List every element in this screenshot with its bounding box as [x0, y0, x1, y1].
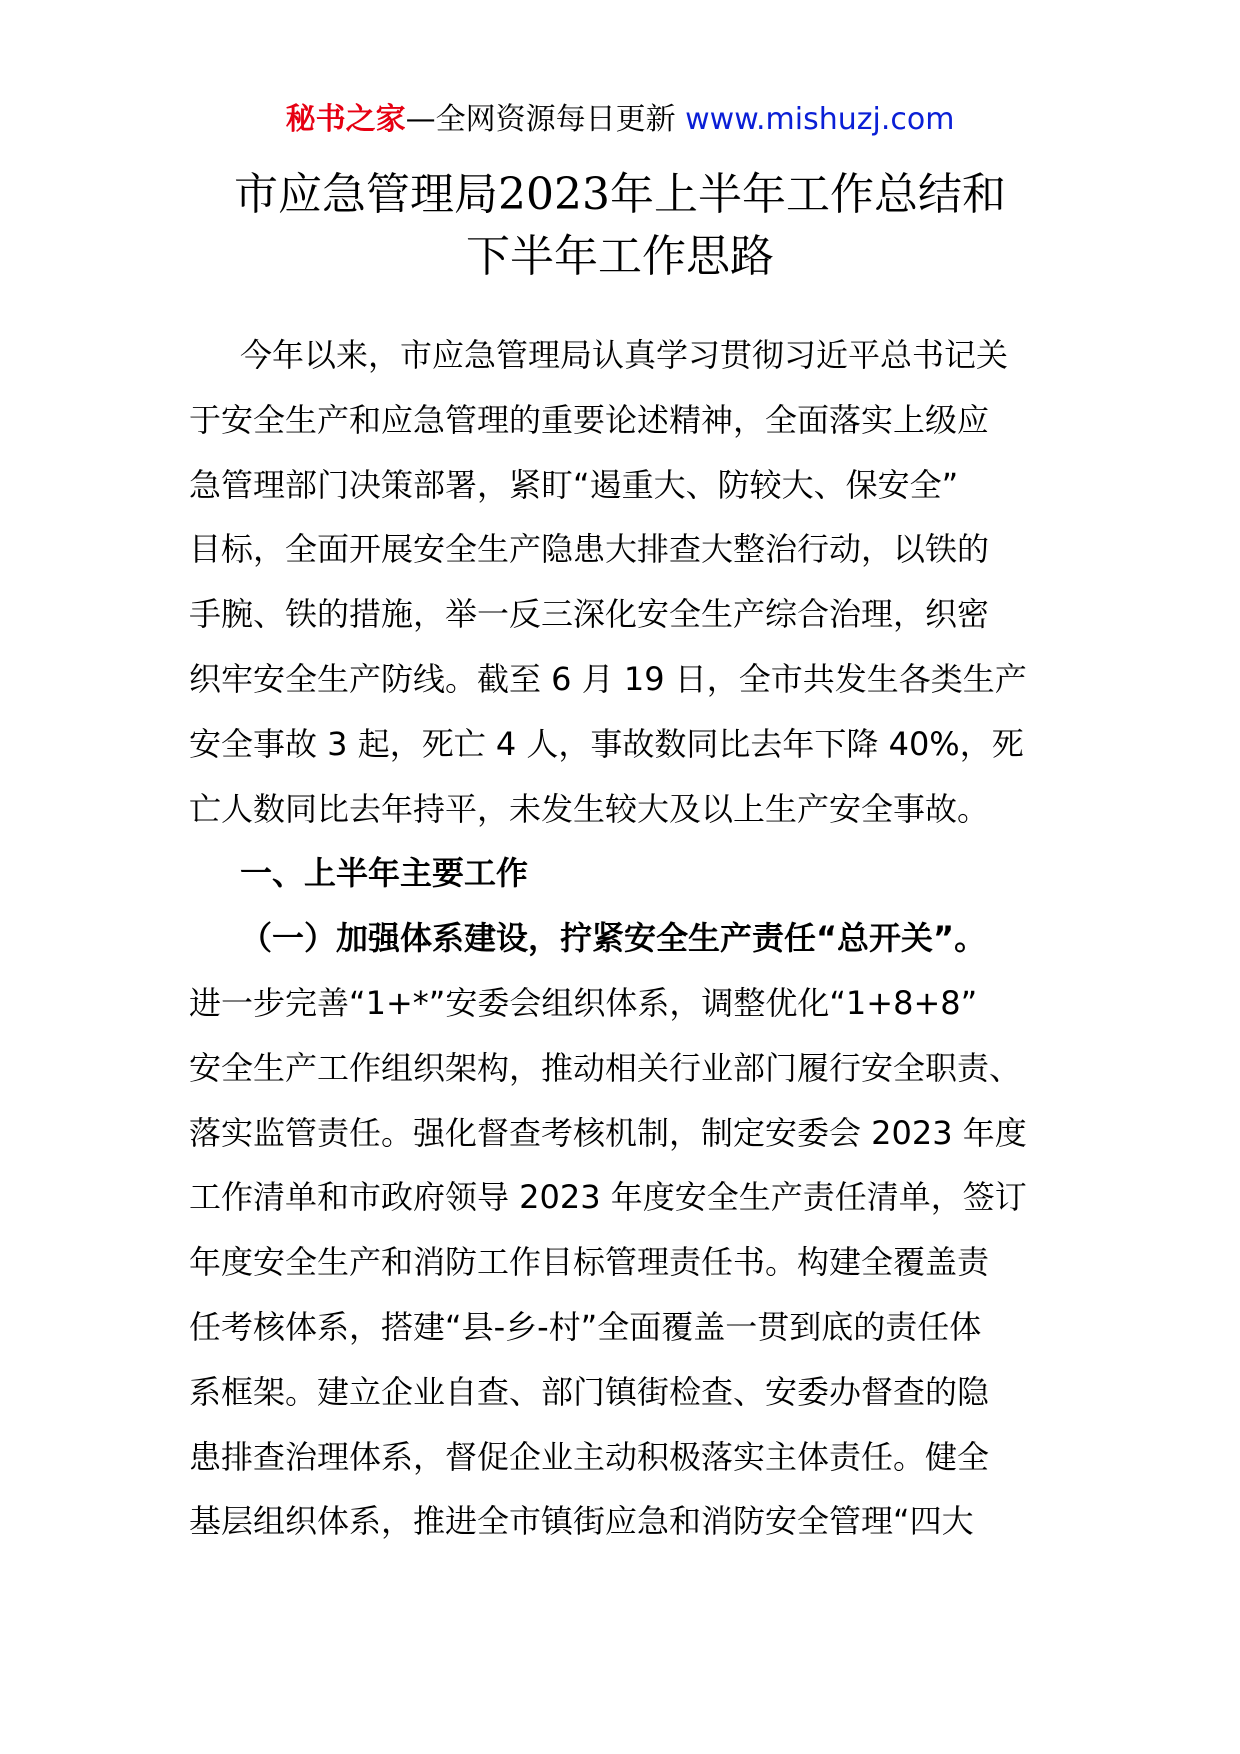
title-year: 2023 — [498, 169, 610, 220]
paragraph-line: 患排查治理体系，督促企业主动积极落实主体责任。健全 — [189, 1437, 990, 1476]
paragraph-line: 系框架。建立企业自查、部门镇街检查、安委办督查的隐 — [189, 1372, 990, 1411]
title-part: 市应急管理局 — [234, 169, 498, 220]
document-title-line-2: 下半年工作思路 — [466, 231, 774, 282]
document-title-line-1 — [0, 165, 1240, 225]
paragraph-line: 亡人数同比去年持平，未发生较大及以上生产安全事故。 — [189, 789, 990, 828]
paragraph-line: 目标，全面开展安全生产隐患大排查大整治行动，以铁的 — [189, 530, 990, 569]
section-heading: 一、上半年主要工作 — [240, 854, 529, 893]
brand-name: 秘书之家 — [285, 102, 406, 137]
paragraph-line: 急管理部门决策部署，紧盯“遏重大、防较大、保安全” — [189, 465, 959, 504]
paragraph-line: 任考核体系，搭建“县-乡-村”全面覆盖一贯到底的责任体 — [189, 1307, 982, 1346]
paragraph-line: 今年以来，市应急管理局认真学习贯彻习近平总书记关 — [240, 336, 1009, 374]
title-part: 年上半年工作总结和 — [609, 169, 1006, 220]
paragraph-line: 工作清单和市政府领导 2023 年度安全生产责任清单，签订 — [189, 1178, 1027, 1217]
paragraph-line: 于安全生产和应急管理的重要论述精神，全面落实上级应 — [189, 400, 990, 439]
subsection-heading: （一）加强体系建设，拧紧安全生产责任“总开关”。 — [240, 919, 987, 958]
paragraph-line: 手腕、铁的措施，举一反三深化安全生产综合治理，织密 — [189, 595, 990, 634]
paragraph-line: 基层组织体系，推进全市镇街应急和消防安全管理“四大 — [189, 1502, 974, 1541]
site-url-link[interactable]: www.mishuzj.com — [685, 102, 955, 137]
paragraph-line: 织牢安全生产防线。截至 6 月 19 日，全市共发生各类生产 — [189, 659, 1027, 698]
banner-tagline: —全网资源每日更新 — [405, 102, 676, 137]
paragraph-line: 落实监管责任。强化督查考核机制，制定安委会 2023 年度 — [189, 1113, 1027, 1152]
paragraph-line: 安全生产工作组织架构，推动相关行业部门履行安全职责、 — [189, 1048, 1022, 1087]
document-body — [189, 323, 1059, 1554]
site-banner — [0, 100, 1240, 140]
paragraph-line: 年度安全生产和消防工作目标管理责任书。构建全覆盖责 — [189, 1243, 990, 1282]
paragraph-line: 进一步完善“1+*”安委会组织体系，调整优化“1+8+8” — [189, 983, 978, 1022]
paragraph-line: 安全事故 3 起，死亡 4 人，事故数同比去年下降 40%，死 — [189, 724, 1024, 763]
